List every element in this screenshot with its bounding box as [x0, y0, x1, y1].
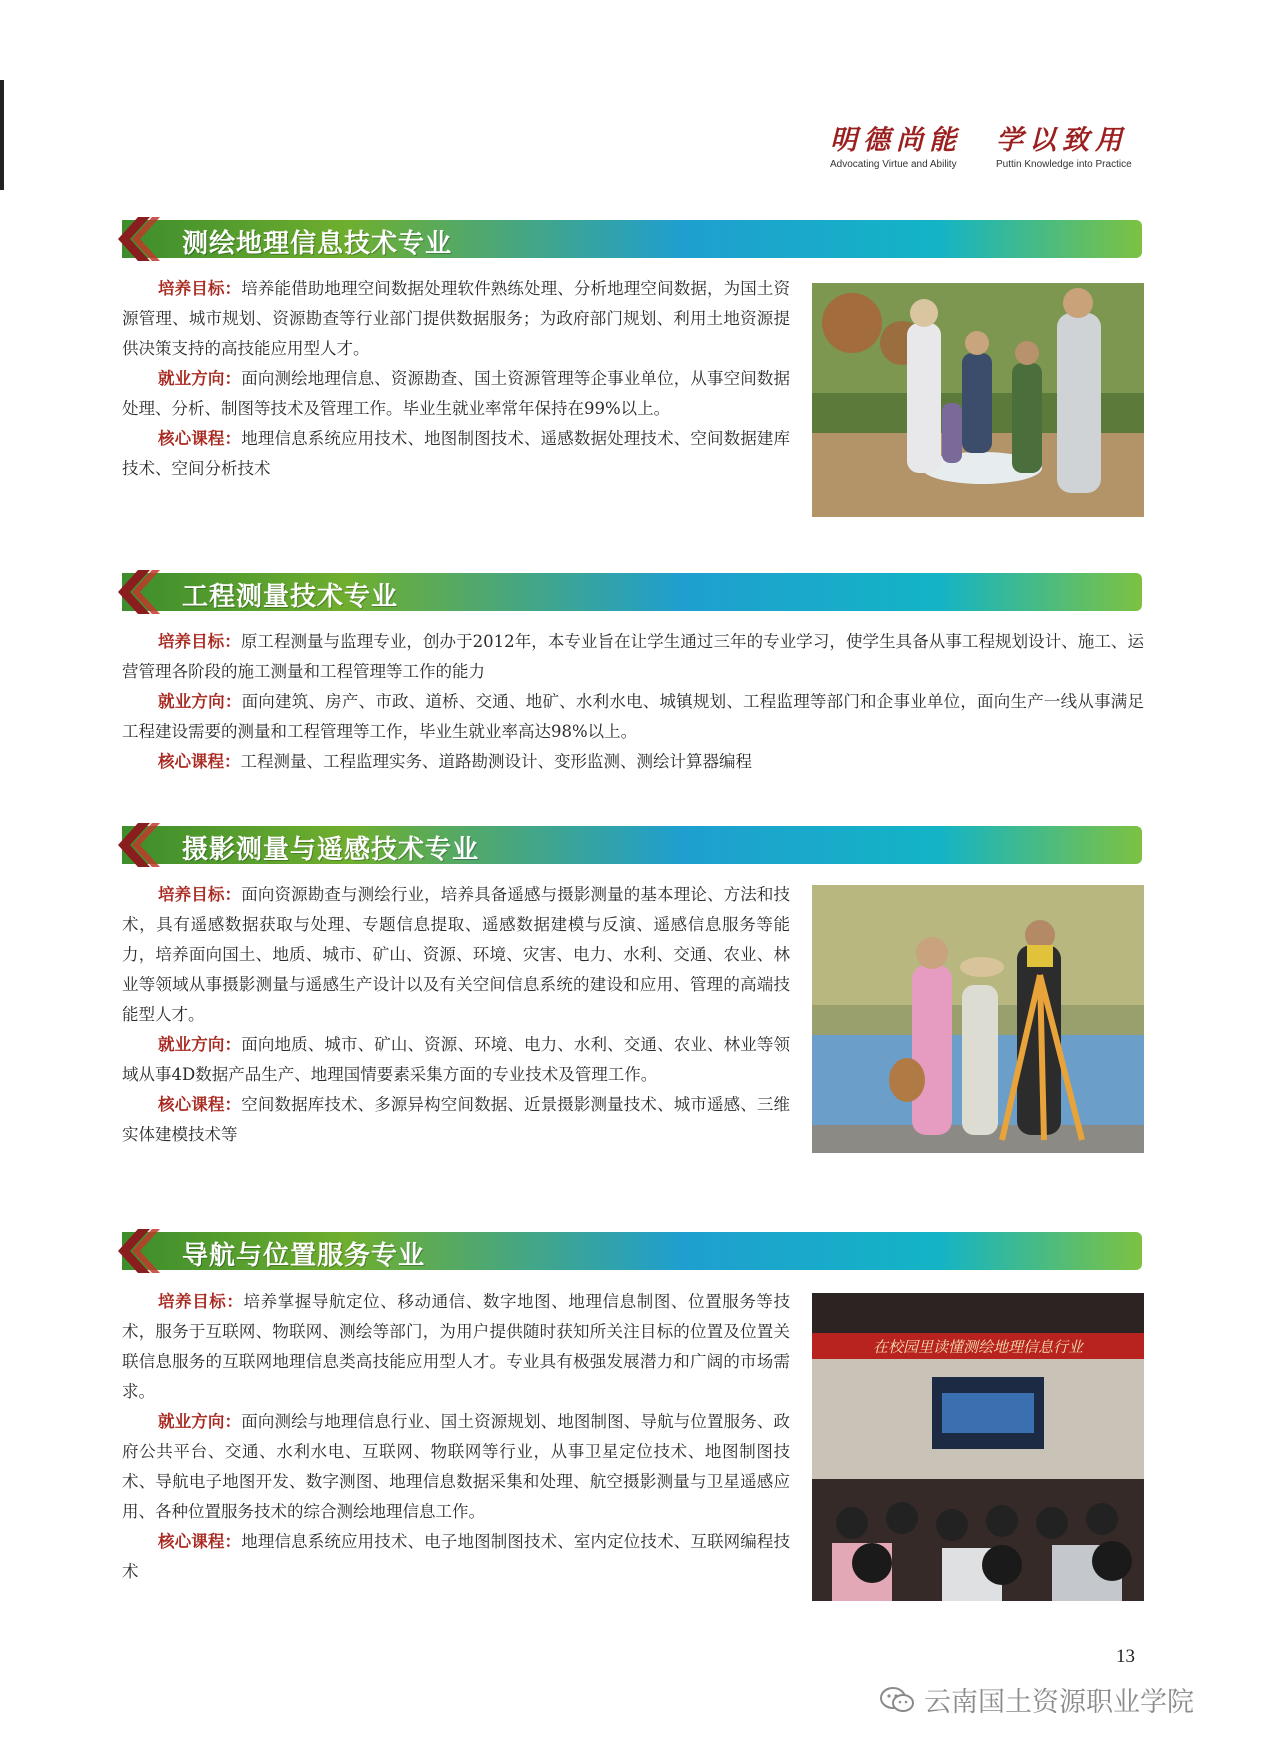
employment-label: 就业方向： [158, 1412, 242, 1431]
photo-total-station [812, 885, 1144, 1153]
paragraph-employment [122, 687, 1144, 747]
paragraph-employment [122, 364, 790, 424]
courses-text: 地理信息系统应用技术、电子地图制图技术、室内定位技术、互联网编程技术 [122, 1532, 791, 1581]
goal-text: 原工程测量与监理专业，创办于2012年，本专业旨在让学生通过三年的专业学习，使学生具备从事工程规划设计、施工、运营管理各阶段的施工测量和工程管理等工作的能力 [122, 632, 1144, 681]
courses-text: 地理信息系统应用技术、地图制图技术、遥感数据处理技术、空间数据建库技术、空间分析技术 [122, 429, 791, 478]
courses-text: 空间数据库技术、多源异构空间数据、近景摄影测量技术、城市遥感、三维实体建模技术等 [122, 1095, 791, 1144]
section-title: 导航与位置服务专业 [182, 1241, 426, 1271]
photo-lecture-hall [812, 1293, 1144, 1601]
motto-virtue-en: Advocating Virtue and Ability [830, 159, 957, 170]
employment-label: 就业方向： [158, 1035, 242, 1054]
section-title: 测绘地理信息技术专业 [182, 229, 453, 259]
goal-label: 培养目标： [158, 885, 242, 904]
wechat-icon [880, 1686, 914, 1714]
page-edge-mark [0, 80, 4, 190]
employment-text: 面向建筑、房产、市政、道桥、交通、地矿、水利水电、城镇规划、工程监理等部门和企事业单位，面向生产一线从事满足工程建设需要的测量和工程管理等工作，毕业生就业率高达98%以上。 [122, 692, 1145, 741]
section-body [122, 627, 1144, 777]
employment-text: 面向地质、城市、矿山、资源、环境、电力、水利、交通、农业、林业等领域从事4D数据产品生产、地理国情要素采集方面的专业技术及管理工作。 [122, 1035, 791, 1084]
motto-virtue [830, 118, 962, 170]
section-title-bar [122, 826, 1142, 864]
paragraph-courses [122, 747, 1144, 777]
paragraph-courses [122, 1527, 790, 1587]
watermark [880, 1680, 1194, 1719]
employment-label: 就业方向： [158, 369, 242, 388]
goal-text: 面向资源勘查与测绘行业，培养具备遥感与摄影测量的基本理论、方法和技术，具有遥感数据获取与处理、专题信息提取、遥感数据建模与反演、遥感信息服务等能力，培养面向国土、地质、城市、矿山、资源、环境、灾害、电力、水利、交通、农业、林业等领域从事摄影测量与遥感生产设计以及有关空间信息系统的建设和应用、管理的高端技能型人才。 [122, 885, 791, 1024]
motto-practice-en: Puttin Knowledge into Practice [996, 159, 1132, 170]
chevron-icon [116, 1229, 160, 1273]
chevron-icon [116, 570, 160, 614]
photo-field-survey [812, 283, 1144, 517]
section-title: 工程测量技术专业 [182, 582, 399, 612]
employment-text: 面向测绘地理信息、资源勘查、国土资源管理等企事业单位，从事空间数据处理、分析、制图等技术及管理工作。毕业生就业率常年保持在99%以上。 [122, 369, 791, 418]
watermark-text: 云南国土资源职业学院 [924, 1687, 1194, 1718]
employment-label: 就业方向： [158, 692, 242, 711]
paragraph-employment [122, 1030, 790, 1090]
paragraph-courses [122, 424, 790, 484]
chevron-icon [116, 823, 160, 867]
paragraph-goal [122, 1287, 790, 1407]
courses-label: 核心课程： [158, 1095, 242, 1114]
courses-label: 核心课程： [158, 429, 242, 448]
section-body [122, 274, 790, 484]
paragraph-courses [122, 1090, 790, 1150]
goal-label: 培养目标： [158, 1292, 244, 1311]
paragraph-goal [122, 274, 790, 364]
motto-practice [996, 118, 1132, 170]
motto-virtue-cn: 明德尚能 [830, 125, 962, 156]
motto-practice-cn: 学以致用 [996, 125, 1128, 156]
section-body [122, 1287, 790, 1587]
goal-label: 培养目标： [158, 279, 242, 298]
section-title-bar [122, 1232, 1142, 1270]
section-body [122, 880, 790, 1150]
paragraph-goal [122, 627, 1144, 687]
employment-text: 面向测绘与地理信息行业、国土资源规划、地图制图、导航与位置服务、政府公共平台、交通、水利水电、互联网、物联网等行业，从事卫星定位技术、地图制图技术、导航电子地图开发、数字测图、地理信息数据采集和处理、航空摄影测量与卫星遥感应用、各种位置服务技术的综合测绘地理信息工作。 [122, 1412, 791, 1521]
courses-label: 核心课程： [158, 1532, 242, 1551]
section-title-bar [122, 573, 1142, 611]
goal-text: 培养能借助地理空间数据处理软件熟练处理、分析地理空间数据，为国土资源管理、城市规划、资源勘查等行业部门提供数据服务；为政府部门规划、利用土地资源提供决策支持的高技能应用型人才。 [122, 279, 791, 358]
goal-label: 培养目标： [158, 632, 241, 651]
section-title: 摄影测量与遥感技术专业 [182, 835, 480, 865]
courses-text: 工程测量、工程监理实务、道路勘测设计、变形监测、测绘计算器编程 [240, 752, 752, 771]
section-title-bar [122, 220, 1142, 258]
page-number: 13 [1116, 1646, 1135, 1667]
chevron-icon [116, 217, 160, 261]
paragraph-employment [122, 1407, 790, 1527]
banner-text: 在校园里读懂测绘地理信息行业 [872, 1338, 1084, 1356]
courses-label: 核心课程： [158, 752, 241, 771]
paragraph-goal [122, 880, 790, 1030]
goal-text: 培养掌握导航定位、移动通信、数字地图、地理信息制图、位置服务等技术，服务于互联网、物联网、测绘等部门，为用户提供随时获知所关注目标的位置及位置关联信息服务的互联网地理信息类高技能应用型人才。专业具有极强发展潜力和广阔的市场需求。 [122, 1292, 791, 1401]
